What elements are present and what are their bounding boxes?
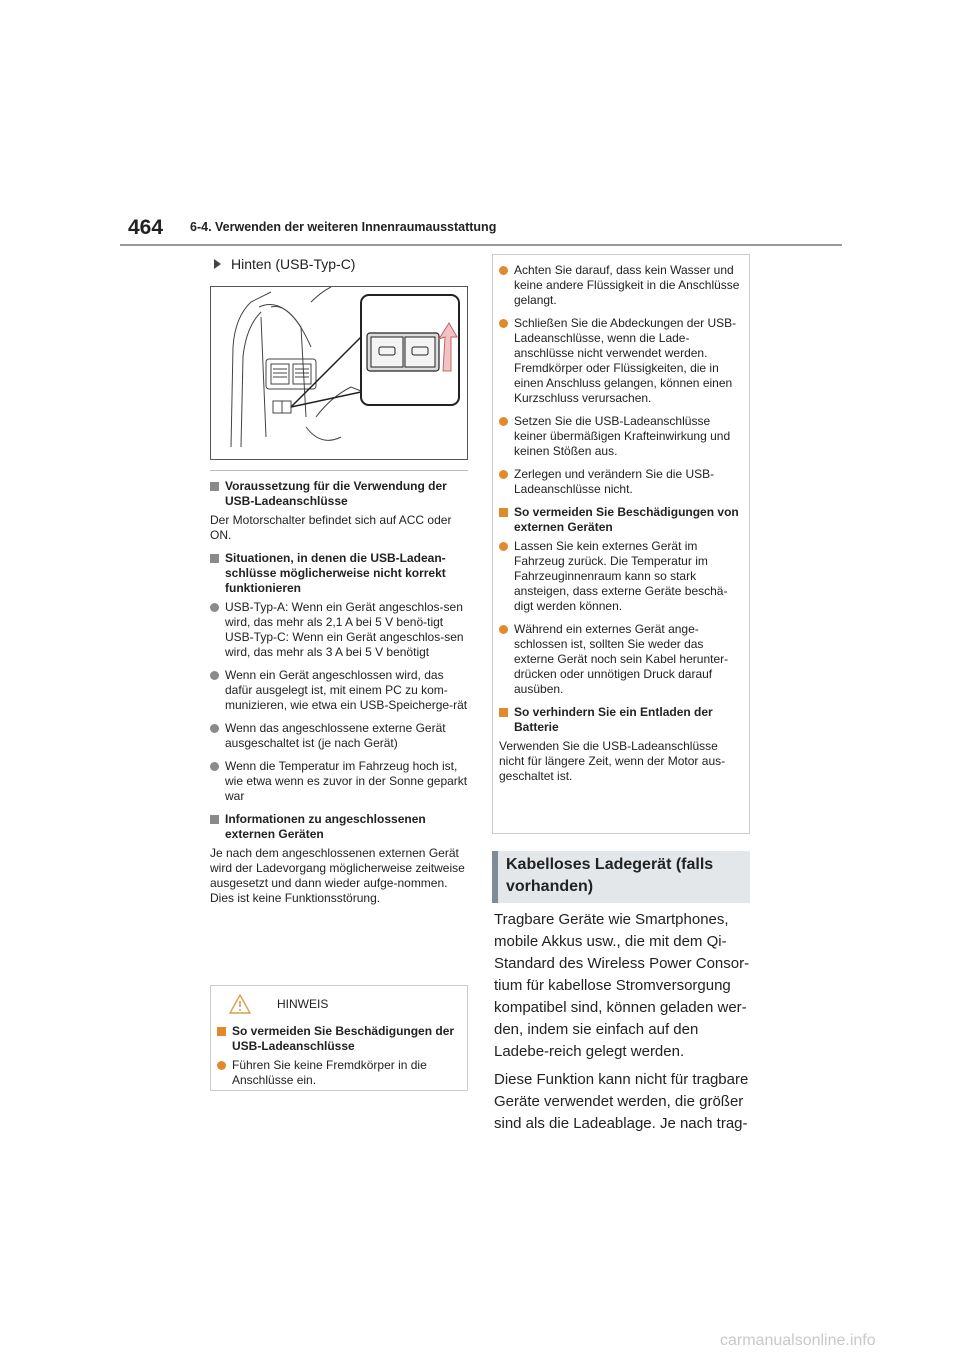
block-title-text: So vermeiden Sie Beschädigungen von externen Geräten [514, 505, 739, 534]
figure-subheading [214, 256, 468, 272]
section-heading: Kabelloses Ladegerät (falls vorhanden) [506, 856, 714, 895]
circle-bullet-icon [217, 1061, 226, 1070]
triangle-bullet-icon [214, 259, 221, 269]
square-bullet-icon [499, 708, 508, 717]
body-paragraph: Tragbare Geräte wie Smartphones, mobile Akkus usw., die mit dem Qi-Standard des Wireless Power Consor-tium für kabellose Stromversorgung kompatibel sind, können geladen wer-den, indem sie einfach auf den Ladebe-reich gelegt werden. [494, 911, 750, 1060]
section-voraussetzung [210, 479, 468, 543]
list-item [210, 721, 468, 751]
list-item [499, 263, 743, 308]
block-title [210, 479, 468, 509]
list-item [499, 539, 743, 614]
circle-bullet-icon [210, 671, 219, 680]
square-bullet-icon [217, 1027, 226, 1036]
section-informationen [210, 812, 468, 906]
circle-bullet-icon [499, 625, 508, 634]
circle-bullet-icon [499, 319, 508, 328]
circle-bullet-icon [499, 417, 508, 426]
list-item-text: Wenn ein Gerät angeschlossen wird, das dafür ausgelegt ist, mit einem PC zu kom-munizieren, wie etwa ein USB-Speicherge-rät [225, 668, 468, 712]
list-item-text: Während ein externes Gerät ange-schlossen ist, sollten Sie weder das externe Gerät noch sein Kabel herunter-drücken oder unnötigen Druck darauf ausüben. [514, 622, 729, 696]
list-item [210, 600, 468, 660]
hinweis-header [229, 994, 461, 1014]
section-heading-box [492, 851, 750, 903]
left-column [210, 256, 468, 912]
block-title-text: Informationen zu angeschlossenen externen Geräten [225, 812, 426, 841]
list-item-text: USB-Typ-A: Wenn ein Gerät angeschlos-sen wird, das mehr als 2,1 A bei 5 V benö-tigt USB-Typ-C: Wenn ein Gerät angeschlos-sen wird, das mehr als 3 A bei 5 V benötigt [225, 600, 464, 659]
usb-port-illustration [210, 286, 468, 460]
list-item [499, 316, 743, 406]
watermark: carmanualsonline.info [720, 1332, 876, 1349]
block-title [217, 1024, 461, 1054]
section-body [494, 909, 752, 1141]
block-title [499, 505, 743, 535]
circle-bullet-icon [499, 470, 508, 479]
circle-bullet-icon [210, 762, 219, 771]
circle-bullet-icon [210, 724, 219, 733]
paragraph: Je nach dem angeschlossenen externen Gerät wird der Ladevorgang möglicherweise zeitweise ausgesetzt und dann wieder aufge-nommen. Dies ist keine Funktionsstörung. [210, 846, 465, 905]
block-title-text: Voraussetzung für die Verwendung der USB-Ladeanschlüsse [225, 479, 447, 508]
block-title [499, 705, 743, 735]
hinweis-box [210, 985, 468, 1091]
warning-triangle-icon [229, 994, 251, 1014]
section-heading-bar [492, 851, 498, 903]
circle-bullet-icon [499, 542, 508, 551]
list-item-text: Setzen Sie die USB-Ladeanschlüsse keiner übermäßigen Krafteinwirkung und keinen Stößen aus. [514, 414, 731, 458]
list-item-text: Zerlegen und verändern Sie die USB-Ladeanschlüsse nicht. [514, 467, 715, 496]
hinweis-label: HINWEIS [277, 997, 329, 1011]
list-item [217, 1058, 461, 1088]
block-title [210, 812, 468, 842]
block-title-text: So vermeiden Sie Beschädigungen der USB-Ladeanschlüsse [232, 1024, 455, 1053]
square-bullet-icon [210, 482, 219, 491]
block-title-text: So verhindern Sie ein Entladen der Batterie [514, 705, 713, 734]
list-item [499, 622, 743, 697]
list-item [210, 668, 468, 713]
page-number: 464 [128, 216, 164, 239]
list-item-text: Führen Sie keine Fremdkörper in die Anschlüsse ein. [232, 1058, 427, 1087]
body-paragraph: Diese Funktion kann nicht für tragbare Geräte verwendet werden, die größer sind als die Ladeablage. Je nach trag- [494, 1071, 749, 1132]
list-item-text: Lassen Sie kein externes Gerät im Fahrzeug zurück. Die Temperatur im Fahrzeuginnenraum kann so stark ansteigen, dass externe Geräte beschä-digt werden können. [514, 539, 728, 613]
square-bullet-icon [210, 554, 219, 563]
figure-rule [210, 470, 468, 471]
paragraph: Verwenden Sie die USB-Ladeanschlüsse nicht für längere Zeit, wenn der Motor aus-geschaltet ist. [499, 739, 726, 783]
header-rule [120, 244, 842, 246]
rear-console-drawing [211, 287, 467, 459]
list-item-text: Achten Sie darauf, dass kein Wasser und keine andere Flüssigkeit in die Anschlüsse gelangt. [514, 263, 740, 307]
figure-subheading-text: Hinten (USB-Typ-C) [231, 256, 356, 272]
list-item [210, 759, 468, 804]
list-item-text: Schließen Sie die Abdeckungen der USB-Ladeanschlüsse, wenn die Lade-anschlüsse nicht verwendet werden. Fremdkörper oder Flüssigkeiten, die in einen Anschluss gelangen, können einen Kurzschluss verursachen. [514, 316, 737, 405]
list-item-text: Wenn die Temperatur im Fahrzeug hoch ist, wie etwa wenn es zuvor in der Sonne geparkt war [225, 759, 468, 803]
block-title-text: Situationen, in denen die USB-Ladean-schlüsse möglicherweise nicht korrekt funktionieren [225, 551, 446, 595]
circle-bullet-icon [499, 266, 508, 275]
square-bullet-icon [210, 815, 219, 824]
paragraph: Der Motorschalter befindet sich auf ACC oder ON. [210, 513, 452, 542]
list-item [499, 414, 743, 459]
list-item-text: Wenn das angeschlossene externe Gerät ausgeschaltet ist (je nach Gerät) [225, 721, 446, 750]
chapter-title: 6-4. Verwenden der weiteren Innenraumausstattung [190, 220, 497, 234]
section-situationen [210, 551, 468, 804]
block-title [210, 551, 468, 596]
hinweis-continuation-box [492, 254, 750, 834]
square-bullet-icon [499, 508, 508, 517]
list-item [499, 467, 743, 497]
circle-bullet-icon [210, 603, 219, 612]
